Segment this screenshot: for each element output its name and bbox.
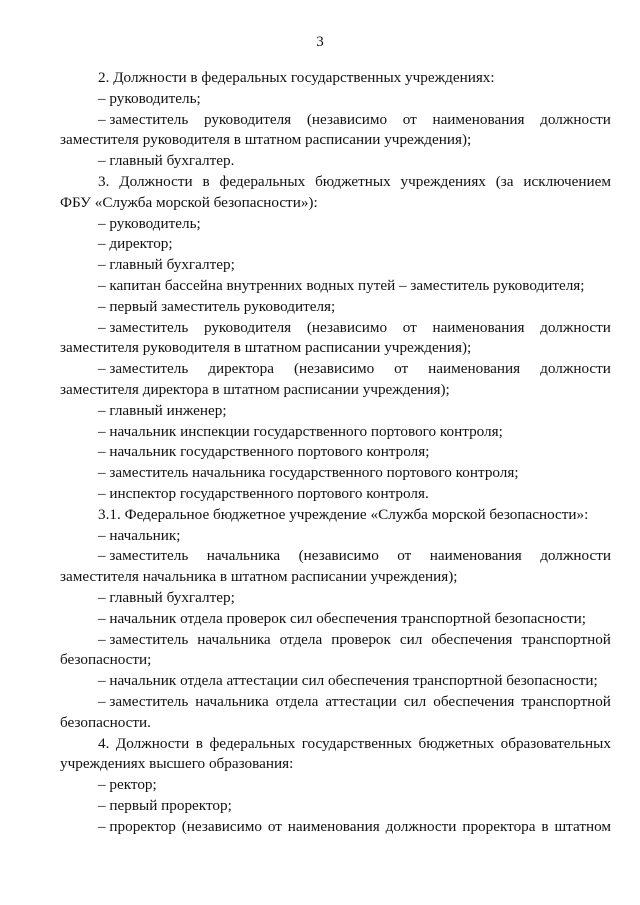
justified-line <box>60 817 611 838</box>
word: государственных <box>301 734 413 752</box>
word: начальника <box>195 692 269 710</box>
justified-line <box>60 359 611 380</box>
continuation-line: безопасности. <box>60 713 151 731</box>
word: штатном <box>554 817 611 835</box>
section-2-heading: 2. Должности в федеральных государственных учреждениях: <box>98 69 495 86</box>
word: наименования <box>432 110 525 128</box>
word: от <box>267 817 282 835</box>
word: – заместитель <box>98 547 189 565</box>
word: отдела <box>275 692 319 710</box>
list-item: – первый проректор; <box>98 796 232 814</box>
word: начальника <box>206 547 281 565</box>
continuation-line: заместителя руководителя в штатном расписании учреждения); <box>60 339 472 357</box>
word: должности <box>540 547 611 565</box>
list-item: – главный бухгалтер; <box>98 256 235 274</box>
word: от <box>397 547 412 565</box>
word: должности <box>385 817 457 835</box>
word: от <box>402 318 417 336</box>
word: в <box>202 172 210 190</box>
word: Должности <box>119 172 193 190</box>
word: 3. <box>98 172 110 190</box>
word: должности <box>540 318 611 336</box>
word: отдела <box>279 630 323 648</box>
word: федеральных <box>219 172 306 190</box>
document-body <box>60 68 611 837</box>
list-item: – начальник; <box>98 526 181 544</box>
word: начальника <box>197 630 271 648</box>
list-item: – руководитель; <box>98 89 201 107</box>
word: руководителя <box>203 318 292 336</box>
continuation-line: учреждениях высшего образования: <box>60 755 294 773</box>
word: – заместитель <box>98 110 189 128</box>
word: (независимо <box>181 817 262 835</box>
justified-line <box>60 692 611 713</box>
word: 4. <box>98 734 110 752</box>
word: сил <box>403 692 427 710</box>
continuation-line: заместителя директора в штатном расписании учреждения); <box>60 380 450 398</box>
word: (независимо <box>298 547 379 565</box>
word: обеспечения <box>431 630 513 648</box>
word: сил <box>399 630 423 648</box>
list-item: – первый заместитель руководителя; <box>98 297 336 315</box>
continuation-line: безопасности; <box>60 651 152 669</box>
list-item: – главный инженер; <box>98 401 227 419</box>
word: от <box>394 360 409 378</box>
justified-line <box>60 110 611 131</box>
word: наименования <box>432 318 525 336</box>
word: транспортной <box>521 692 611 710</box>
section-4-heading <box>60 734 611 755</box>
list-item: – ректор; <box>98 776 157 794</box>
word: транспортной <box>521 630 611 648</box>
word: исключением <box>523 172 611 190</box>
list-item: – главный бухгалтер; <box>98 588 235 606</box>
continuation-line: заместителя начальника в штатном расписании учреждения); <box>60 568 458 586</box>
section-3-1-heading: 3.1. Федеральное бюджетное учреждение «Служба морской безопасности»: <box>98 505 589 523</box>
word: – заместитель <box>98 318 189 336</box>
list-item: – главный бухгалтер. <box>98 152 235 170</box>
word: (за <box>495 172 514 190</box>
list-item: – заместитель начальника государственного портового контроля; <box>98 464 519 482</box>
list-item: – директор; <box>98 235 173 253</box>
word: – проректор <box>98 817 176 835</box>
word: бюджетных <box>418 734 495 752</box>
justified-line <box>60 318 611 339</box>
word: проверок <box>331 630 391 648</box>
word: бюджетных <box>315 172 391 190</box>
list-item: – начальник инспекции государственного портового контроля; <box>98 422 503 440</box>
word: в <box>195 734 203 752</box>
list-item: – начальник отдела проверок сил обеспечения транспортной безопасности; <box>98 609 586 627</box>
word: наименования <box>429 547 522 565</box>
continuation-line: ФБУ «Служба морской безопасности»): <box>60 193 318 211</box>
list-item: – начальник государственного портового контроля; <box>98 443 430 461</box>
continuation-line: заместителя руководителя в штатном расписании учреждения); <box>60 131 472 149</box>
word: учреждениях <box>400 172 486 190</box>
word: федеральных <box>209 734 296 752</box>
word: от <box>402 110 417 128</box>
word: Должности <box>115 734 190 752</box>
word: руководителя <box>203 110 292 128</box>
section-3-heading <box>60 172 611 193</box>
word: (независимо <box>306 318 388 336</box>
justified-line <box>60 630 611 651</box>
list-item: – начальник отдела аттестации сил обеспечения транспортной безопасности; <box>98 672 598 690</box>
word: обеспечения <box>433 692 515 710</box>
word: в <box>541 817 549 835</box>
word: проректора <box>462 817 536 835</box>
word: – заместитель <box>98 692 189 710</box>
list-item: – руководитель; <box>98 214 201 232</box>
page-number: 3 <box>316 34 324 50</box>
word: наименования <box>287 817 380 835</box>
word: – заместитель <box>98 360 189 378</box>
word: должности <box>540 110 611 128</box>
word: – заместитель <box>98 630 189 648</box>
list-item: – капитан бассейна внутренних водных путей – заместитель руководителя; <box>98 276 585 294</box>
word: (независимо <box>306 110 388 128</box>
word: аттестации <box>325 692 397 710</box>
word: директора <box>208 360 274 378</box>
justified-line <box>60 546 611 567</box>
word: должности <box>540 360 611 378</box>
word: образовательных <box>500 734 611 752</box>
list-item: – инспектор государственного портового контроля. <box>98 484 429 502</box>
word: наименования <box>428 360 521 378</box>
word: (независимо <box>293 360 375 378</box>
